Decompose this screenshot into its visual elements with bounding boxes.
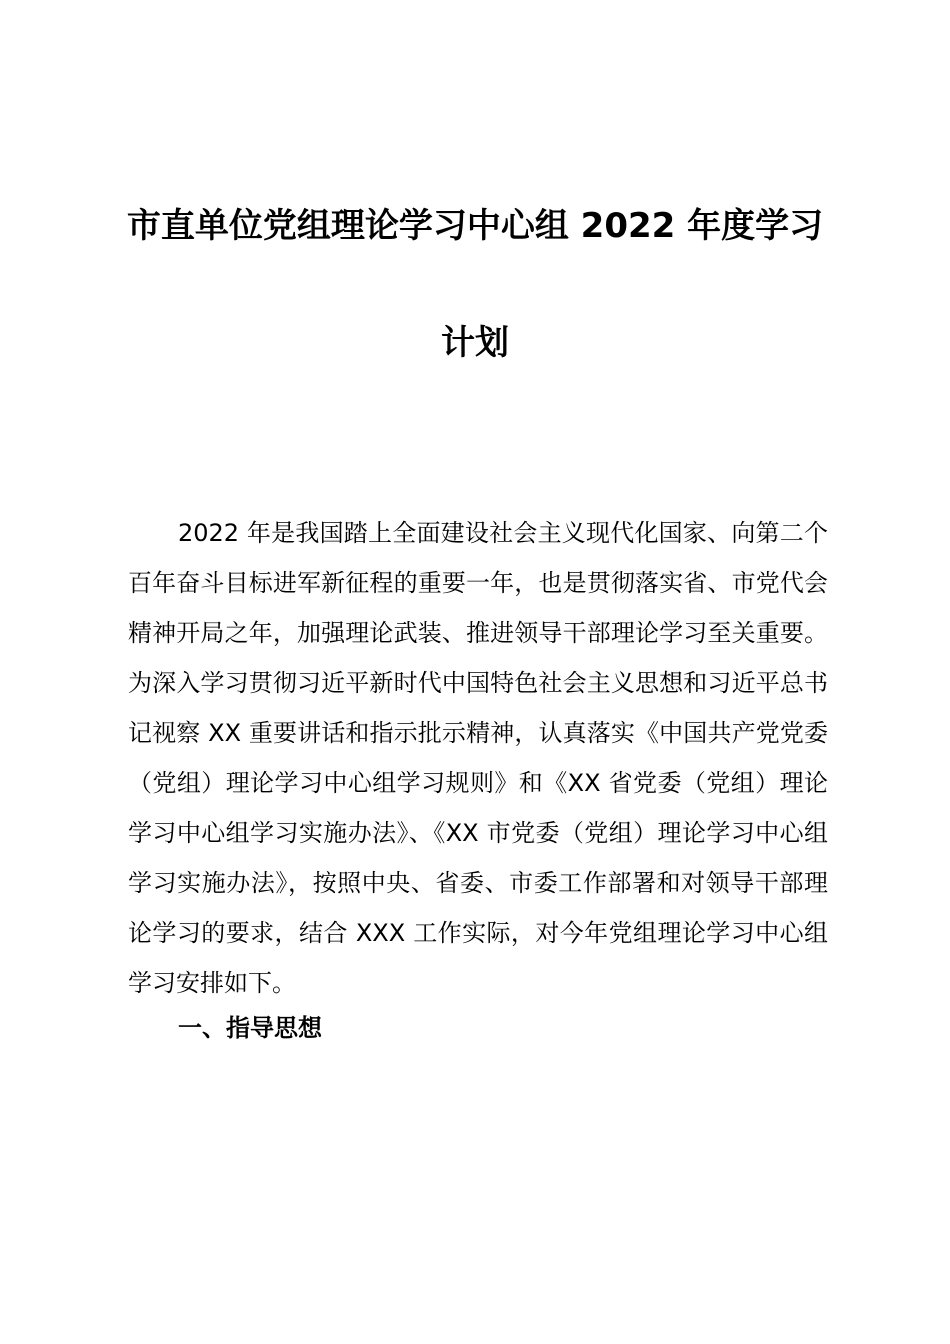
- intro-paragraph: 2022 年是我国踏上全面建设社会主义现代化国家、向第二个百年奋斗目标进军新征程的重要一年，也是贯彻落实省、市党代会精神开局之年，加强理论武装、推进领导干部理论学习至关重要。为深入学习贯彻习近平新时代中国特色社会主义思想和习近平总书记视察 XX 重要讲话和指示批示精神，认真落实《中国共产党党委（党组）理论学习中心组学习规则》和《XX 省党委（党组）理论学习中心组学习实施办法》、《XX 市党委（党组）理论学习中心组学习实施办法》，按照中央、省委、市委工作部署和对领导干部理论学习的要求，结合 XXX 工作实际，对今年党组理论学习中心组学习安排如下。: [128, 519, 828, 997]
- section-heading-guiding-ideology: 一、指导思想: [178, 1014, 322, 1042]
- document-title-line-1: 市直单位党组理论学习中心组 2022 年度学习: [126, 206, 824, 246]
- document-title-line-2: 计划: [441, 323, 509, 363]
